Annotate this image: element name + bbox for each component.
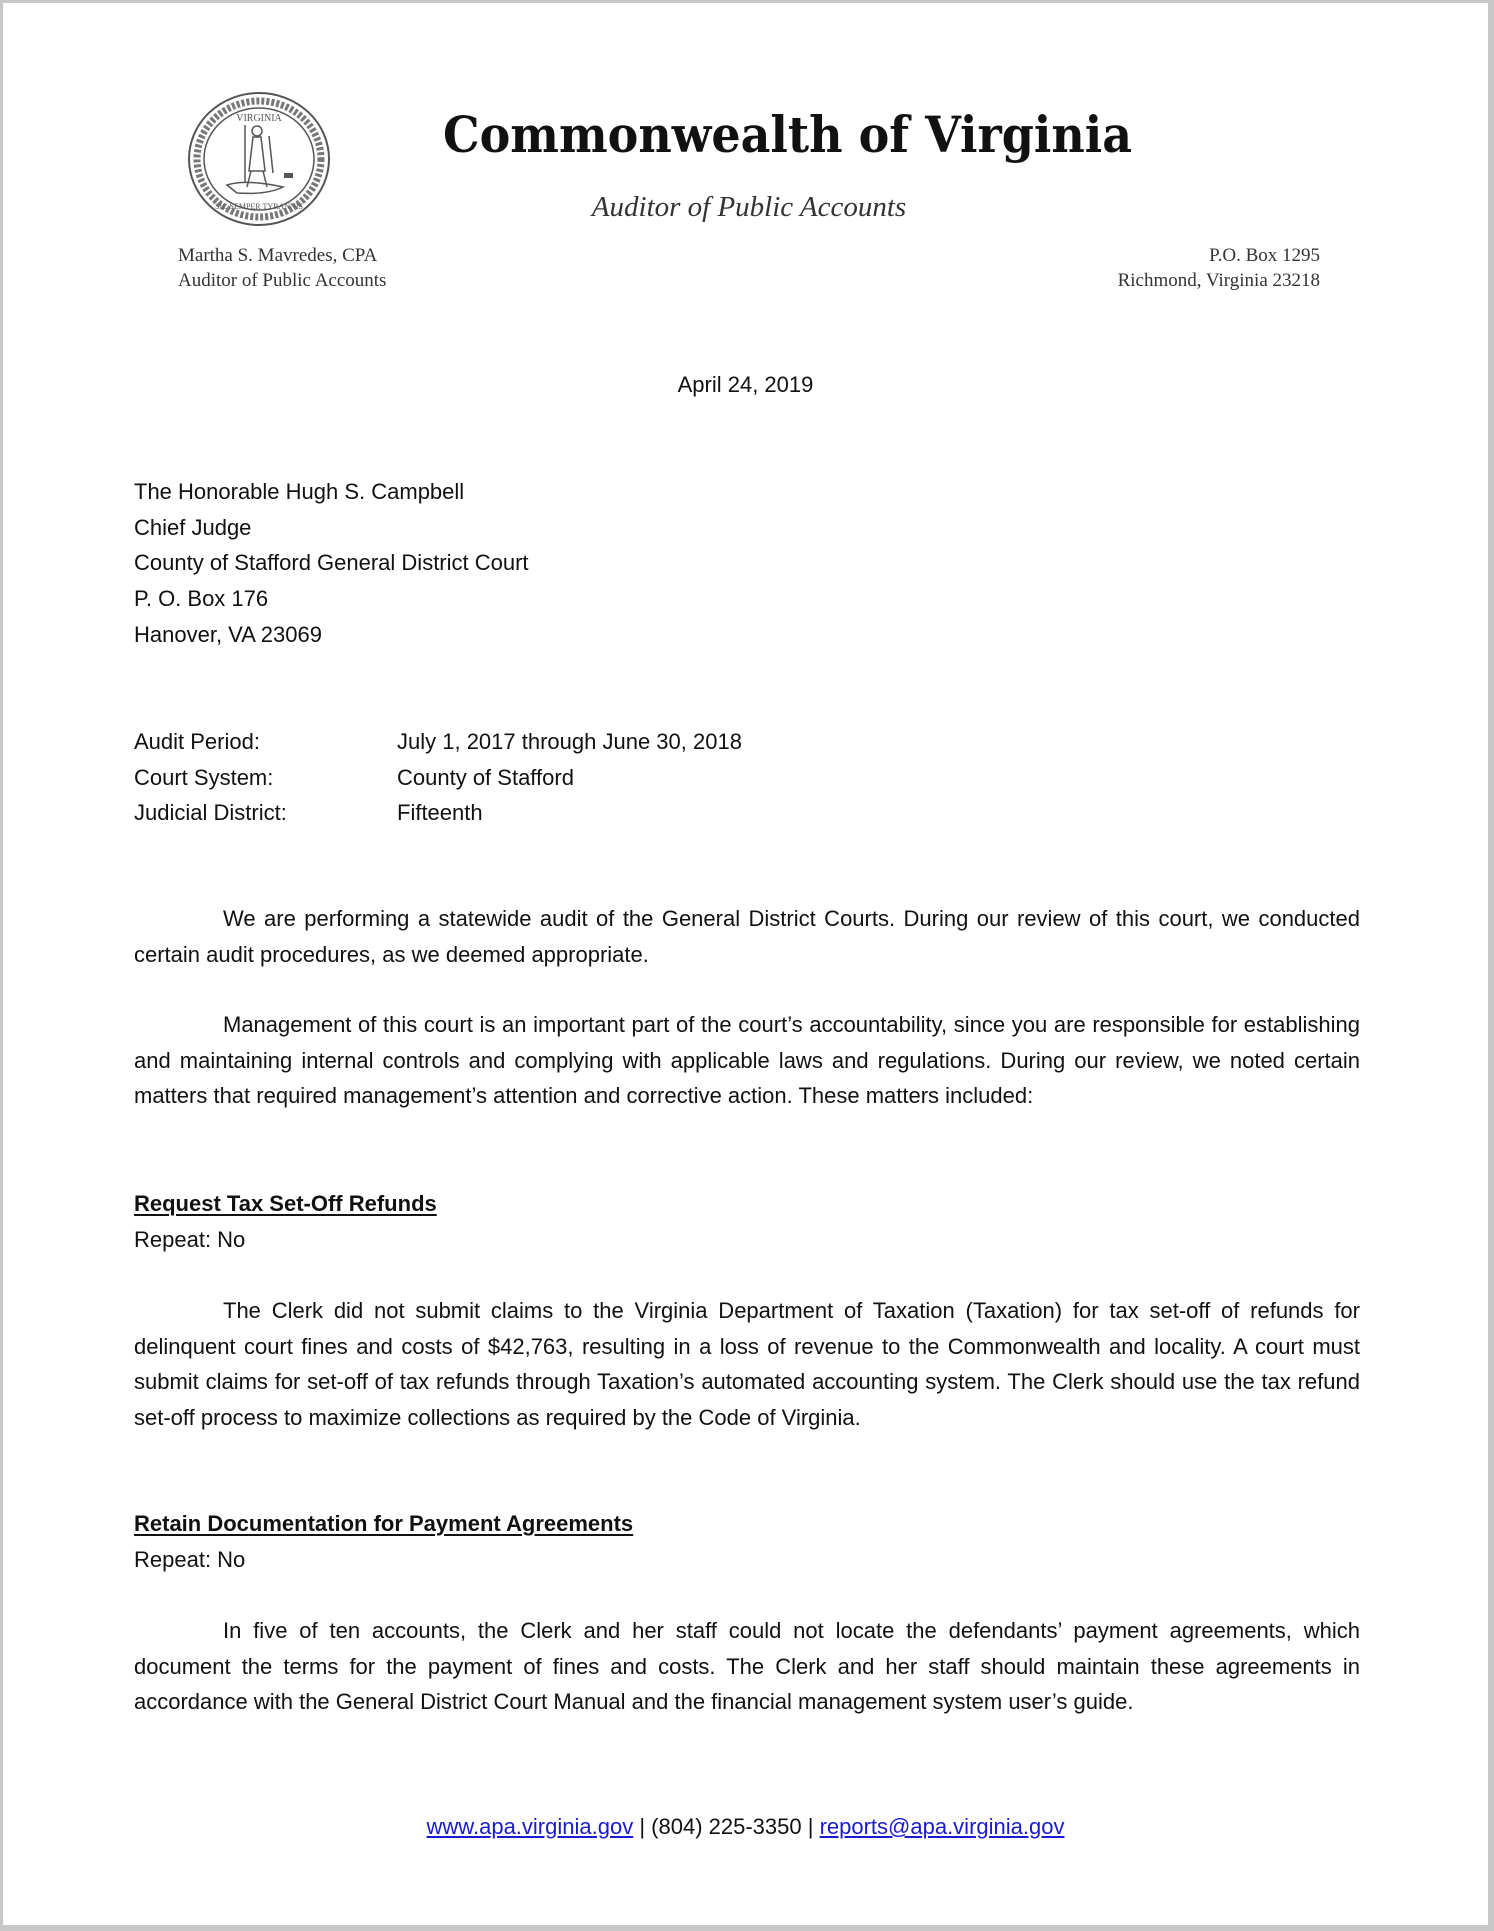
auditor-name: Martha S. Mavredes, CPA — [178, 245, 378, 266]
email-link[interactable]: reports@apa.virginia.gov — [819, 1814, 1065, 1839]
mailing-address-block — [1118, 243, 1320, 293]
recipient-line: The Honorable Hugh S. Campbell — [134, 479, 465, 504]
finding-repeat-status: Repeat: No — [134, 1227, 246, 1252]
footer-separator: | — [633, 1814, 652, 1839]
finding-repeat-status: Repeat: No — [134, 1547, 246, 1572]
svg-text:SIC SEMPER TYRANNIS: SIC SEMPER TYRANNIS — [215, 202, 303, 211]
phone-number: (804) 225-3350 — [651, 1814, 802, 1839]
letterhead-title: Commonwealth of Virginia — [443, 105, 1133, 164]
recipient-line: Chief Judge — [134, 514, 252, 540]
auditor-title: Auditor of Public Accounts — [178, 270, 387, 291]
judicial-district-label: Judicial District: — [134, 800, 287, 826]
audit-period-value: July 1, 2017 through June 30, 2018 — [397, 729, 742, 754]
recipient-line: Hanover, VA 23069 — [134, 621, 322, 647]
recipient-address — [134, 474, 529, 652]
judicial-district-value: Fifteenth — [397, 800, 483, 826]
website-link[interactable]: www.apa.virginia.gov — [426, 1814, 634, 1839]
svg-text:VIRGINIA: VIRGINIA — [236, 113, 282, 124]
footer-contact — [3, 1809, 1488, 1845]
finding-heading: Retain Documentation for Payment Agreements — [134, 1511, 634, 1536]
finding-body: The Clerk did not submit claims to the Virginia Department of Taxation (Taxation) for tax set-off of refunds for delinquent court fines and costs of $42,763, resulting in a loss of revenue to the Commonwealth and locality. A court must submit claims for set-off of tax refunds through Taxation’s automated accounting system. The Clerk should use the tax refund set-off process to maximize collections as required by the Code of Virginia. — [134, 1298, 1360, 1431]
virginia-seal-icon — [187, 91, 331, 227]
management-paragraph: Management of this court is an important part of the court’s accountability, since you are responsible for establishing and maintaining internal controls and complying with applicable laws and regulations. During our review, we noted certain matters that required management’s attention and corrective action. These matters included: — [134, 1012, 1360, 1109]
recipient-line: County of Stafford General District Court — [134, 550, 529, 576]
auditor-block — [178, 243, 386, 293]
court-system-label: Court System: — [134, 764, 274, 790]
letterhead-subtitle: Auditor of Public Accounts — [591, 191, 907, 223]
intro-paragraph: We are performing a statewide audit of the General District Courts. During our review of this court, we conducted certain audit procedures, as we deemed appropriate. — [134, 906, 1360, 967]
finding-body: In five of ten accounts, the Clerk and her staff could not locate the defendants’ payment agreements, which document the terms for the payment of fines and costs. The Clerk and her staff should maintain these agreements in accordance with the General District Court Manual and the financial management system user’s guide. — [134, 1618, 1360, 1715]
letter-page — [3, 3, 1488, 1925]
po-box: P.O. Box 1295 — [1209, 245, 1320, 266]
letter-date: April 24, 2019 — [677, 372, 814, 397]
recipient-line: P. O. Box 176 — [134, 586, 269, 612]
court-system-value: County of Stafford — [397, 764, 574, 790]
finding-heading: Request Tax Set-Off Refunds — [134, 1191, 437, 1216]
city-state-zip: Richmond, Virginia 23218 — [1117, 270, 1320, 291]
footer-separator: | — [801, 1814, 820, 1839]
audit-period-label: Audit Period: — [134, 729, 260, 754]
